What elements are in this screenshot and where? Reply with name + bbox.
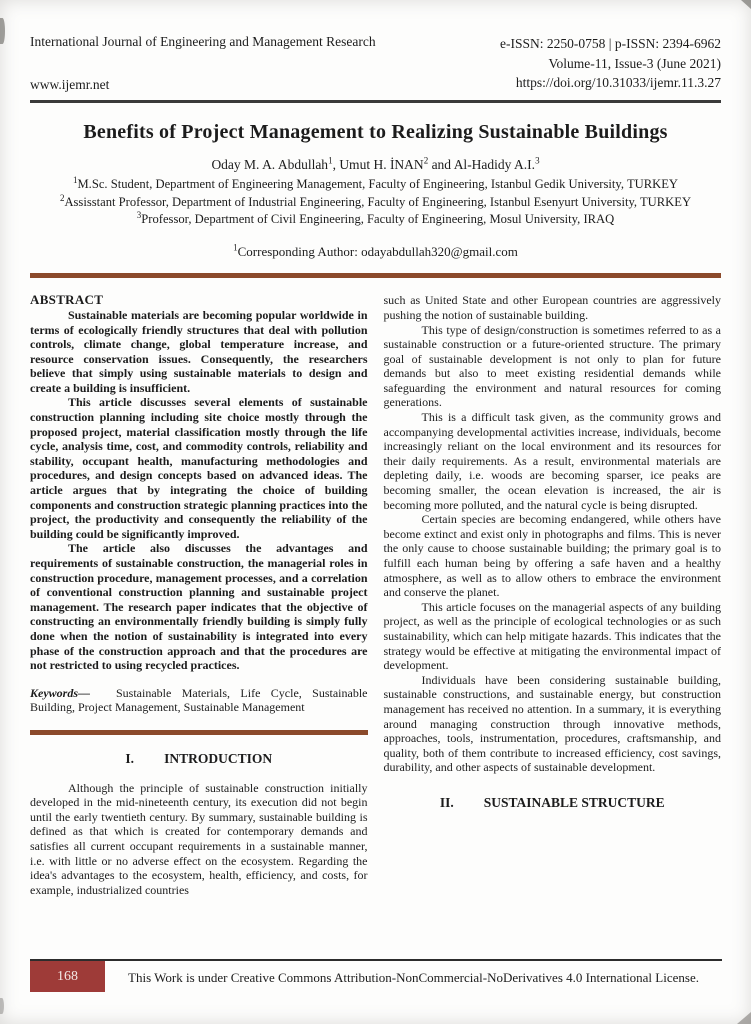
abstract-paragraph: The article also discusses the advantages and requirements of sustainable construction, the managerial roles in construction procedure, management processes, and a correlation of conventional construction planning and sustainable project management. The research paper indicates that the objective of constructing an environmentally friendly building is simply fully done when the notion of sustainability is integrated into every phase of the construction approach and that the procedures are not restricted to using recycled practices. [30,541,368,673]
two-column-body [30,293,721,961]
body-paragraph: Certain species are becoming endangered, while others have become extinct and exist only in photographs and films. This is never the only cause to choose sustainable building; the primary goal is to fulfill each human being by offering a safe haven and a healthy atmosphere, as well as to allow others to embrace the environment and conserve the planet. [383,512,721,600]
abstract-heading: ABSTRACT [30,292,104,308]
section-number: II. [439,794,454,810]
scan-artifact [741,0,751,9]
affiliation-line: $^2$Assisstant Professor, Department of Industrial Engineering, Faculty of Engineering, Istanbul Esenyurt University, TURKEY [59,192,692,209]
affiliations [30,176,721,230]
scan-artifact [0,18,5,44]
page-footer [30,959,722,992]
keywords-label: Keywords— [30,685,90,700]
volume-line: Volume-11, Issue-3 (June 2021) [548,55,721,71]
title-body-divider [30,273,721,278]
page-number-badge: 168 [30,961,105,992]
section-title: SUSTAINABLE STRUCTURE [483,794,665,810]
section-title: INTRODUCTION [164,750,273,766]
doi-line: https://doi.org/10.31033/ijemr.11.3.27 [515,75,721,91]
scan-artifact [0,998,4,1014]
author-superscript: 1 [328,155,333,166]
right-column [384,293,722,961]
license-text: This Work is under Creative Commons Attribution-NonCommercial-NoDerivatives 4.0 International License. [128,969,699,985]
body-paragraph: This is a difficult task given, as the community grows and accompanying developmental activities increase, individuals, become increasingly reliant on the local environment and its resources for their daily requirements. As a result, environmental materials are depleting daily, i.e. woods are becoming sparser, ice peaks are becoming smaller, the ocean elevation is increased, the air is becoming more polluted, and the natural cycle is being disrupted. [383,410,721,512]
journal-website: www.ijemr.net [30,76,110,92]
journal-name: International Journal of Engineering and Management Research [30,34,376,49]
author-name: Al-Hadidy A.I. [453,156,536,172]
scan-artifact [737,1012,751,1024]
body-paragraph: This type of design/construction is sometimes referred to as a sustainable construction or a future-oriented structure. The primary goal of sustainable development is not only to plan for future demands but also to meet existing residential demands while safeguarding the environment and natural resources for coming generations. [383,322,721,410]
left-column [30,293,368,961]
author-line: Oday M. A. Abdullah$^1$, Umut H. İNAN$^2$ and Al-Hadidy A.I.$^3$ [211,155,540,172]
header-divider [30,100,721,103]
author-name: Umut H. İNAN [339,156,424,172]
author-superscript: 2 [423,155,429,166]
affiliation-line: $^3$Professor, Department of Civil Engineering, Faculty of Engineering, Mosul University, IRAQ [136,210,615,227]
keywords-intro-divider [30,730,368,735]
body-paragraph: such as United State and other European countries are aggressively pushing the notion of sustainable building. [383,293,721,322]
affiliation-line: $^1$M.Sc. Student, Department of Engineering Management, Faculty of Engineering, Istanbul Gedik University, TURKEY [72,174,679,191]
body-paragraph: This article focuses on the managerial aspects of any building project, as well as the principle of ecological technologies or as such sustainability, which can help mitigate hazards. This indicates that the strategy would be effective at mitigating the environmental impact of development. [383,599,721,673]
author-name: Oday M. A. Abdullah [211,156,329,172]
abstract-paragraph: This article discusses several elements of sustainable construction planning including site choice mostly through the proposed project, material classification mostly through the life cycle, analysis time, cost, and commodity controls, reliability and stability, occupant health, manufacturing methodologies and procedures, and design concepts based on advanced ideas. The article argues that by integrating the choice of building components and construction strategic planning practices into the project, the productivity and consequently the reliability of the building could be significantly improved. [30,395,368,541]
body-paragraph: Although the principle of sustainable construction initially developed in the mid-nineteenth century, its execution did not begin until the early twentieth century. By summary, sustainable building is defined as that which is created for contemporary demands and satisfies all current occupant requirements in a sustainable manner, i.e. with little or no adverse effect on the ecosystem. Regarding the idea's advantages to the ecosystem, health, efficiency, and costs, for example, industrialized countries [30,780,368,897]
section-heading-introduction [30,752,368,767]
section-heading-sustainable-structure [384,796,722,811]
section-number: I. [125,750,135,766]
keywords-line [30,686,368,715]
paper-title: Benefits of Project Management to Realizing Sustainable Buildings [83,120,668,143]
author-superscript: 3 [535,155,540,166]
abstract-paragraph: Sustainable materials are becoming popular worldwide in terms of ecologically friendly structures that deal with pollution controls, climate change, global temperature increase, and resource conservation issues. Consequently, the researchers believe that simply using sustainable materials to design and create a building is insufficient. [30,307,368,395]
body-paragraph: Individuals have been considering sustainable building, sustainable constructions, and sustainable energy, but construction management has received no attention. In a summary, it is everything around managing construction through innovative methods, approaches, tools, instrumentation, procedures, craftsmanship, and quality, both of them contribute to increased efficiency, cost savings, durability, and other aspects of sustainable development. [383,672,721,775]
keywords-text: Sustainable Materials, Life Cycle, Sustainable Building, Project Management, Sustainable Management [30,685,368,715]
issn-line: e-ISSN: 2250-0758 | p-ISSN: 2394-6962 [500,36,721,51]
journal-header [30,34,721,93]
corresponding-author: $^1$Corresponding Author: odayabdullah320@gmail.com [233,242,518,260]
